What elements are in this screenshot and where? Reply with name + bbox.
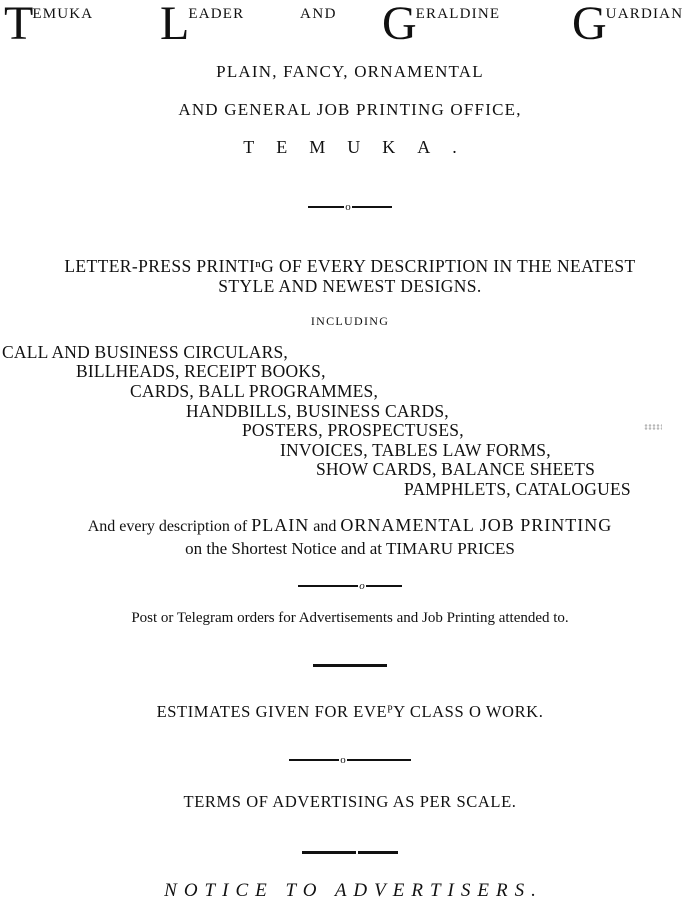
including-label: INCLUDING (310, 314, 390, 328)
every-description-line-1 (3, 515, 697, 536)
every-text-b: PLAIN (251, 515, 310, 535)
every-text-d: ORNAMENTAL JOB PRINTING (340, 515, 613, 535)
list-item: HANDBILLS, BUSINESS CARDS, (186, 401, 449, 421)
every-text-a: And every description of (87, 518, 248, 535)
masthead-word-guardian (572, 0, 684, 50)
office-town: TEMUKA. (243, 137, 479, 157)
masthead-word-rest: ERALDINE (415, 6, 501, 22)
office-line-1: PLAIN, FANCY, ORNAMENTAL (216, 62, 484, 81)
list-item: CALL AND BUSINESS CIRCULARS, (2, 342, 288, 362)
drop-initial: T (4, 0, 33, 50)
post-telegram-line: Post or Telegram orders for Advertisements and Job Printing attended to. (131, 610, 569, 626)
masthead-word-rest: UARDIAN (605, 6, 684, 22)
list-item: INVOICES, TABLES LAW FORMS, (280, 440, 551, 460)
letterpress-line-2: STYLE AND NEWEST DESIGNS. (218, 276, 482, 296)
masthead-word-rest: EADER (188, 6, 245, 22)
masthead-word-temuka (4, 0, 94, 50)
office-line-2: AND GENERAL JOB PRINTING OFFICE, (178, 100, 522, 119)
divider-rule: o (0, 755, 700, 765)
list-item: CARDS, BALL PROGRAMMES, (130, 381, 379, 401)
letterpress-line-1: LETTER-PRESS PRINTIⁿG OF EVERY DESCRIPTION IN THE NEATEST (64, 256, 636, 276)
print-speck (644, 424, 662, 430)
divider-rule (0, 851, 700, 854)
drop-initial: G (382, 0, 416, 50)
drop-initial: G (572, 0, 606, 50)
masthead-word-rest: EMUKA (32, 6, 94, 22)
masthead-word-leader (160, 0, 245, 50)
divider-rule (0, 664, 700, 667)
list-item: POSTERS, PROSPECTUSES, (242, 420, 464, 440)
terms-line: TERMS OF ADVERTISING AS PER SCALE. (183, 792, 517, 811)
list-item: BILLHEADS, RECEIPT BOOKS, (76, 361, 326, 381)
masthead-word-geraldine (382, 0, 501, 50)
drop-initial: L (160, 0, 189, 50)
estimates-line: ESTIMATES GIVEN FOR EVEᴾY CLASS O WORK. (156, 702, 544, 721)
every-text-c: and (313, 518, 337, 535)
divider-rule: o (0, 202, 700, 212)
masthead-and: AND (300, 6, 337, 22)
divider-rule: o (0, 581, 700, 591)
every-description-line-2: on the Shortest Notice and at TIMARU PRICES (185, 539, 515, 558)
notice-heading: NOTICE TO ADVERTISERS. (164, 880, 543, 901)
list-item: PAMPHLETS, CATALOGUES (404, 479, 631, 499)
list-item: SHOW CARDS, BALANCE SHEETS (316, 459, 596, 479)
